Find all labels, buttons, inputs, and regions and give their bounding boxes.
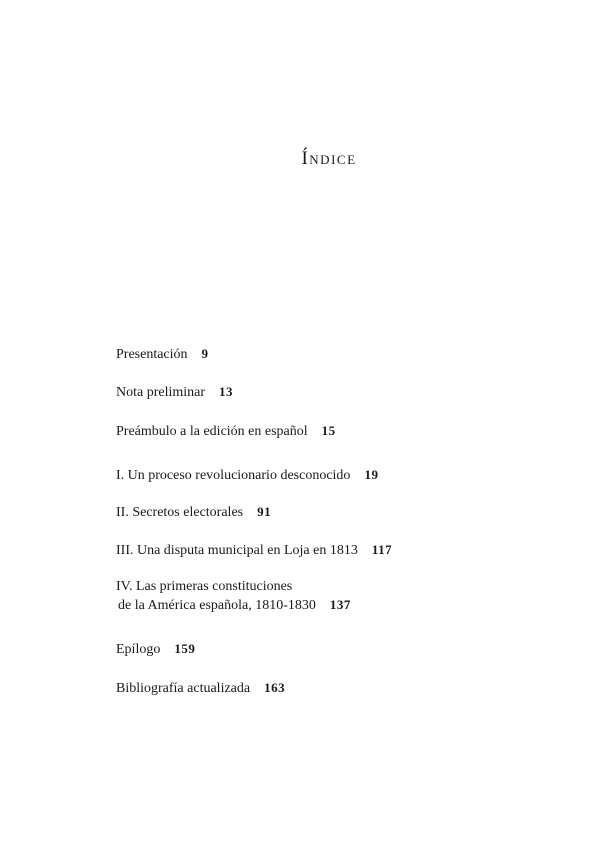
toc-page-number: 117 bbox=[371, 542, 393, 557]
toc-entry-title: Nota preliminar bbox=[116, 385, 206, 400]
toc-entry bbox=[116, 541, 392, 560]
toc-entry bbox=[116, 422, 336, 441]
toc-entry-title: III. Una disputa municipal en Loja en 1813 bbox=[116, 543, 358, 558]
toc-entry-title: I. Un proceso revolucionario desconocido bbox=[116, 468, 351, 483]
toc-entry bbox=[116, 383, 233, 402]
toc-entry-title: Presentación bbox=[116, 347, 188, 362]
toc-entry bbox=[116, 578, 351, 615]
toc-entry bbox=[116, 679, 285, 698]
toc-entry bbox=[116, 503, 271, 522]
toc-page-number: 9 bbox=[201, 346, 209, 361]
toc-page-number: 137 bbox=[329, 597, 351, 612]
toc-page-number: 15 bbox=[321, 423, 336, 438]
toc-entry-title: Preámbulo a la edición en español bbox=[116, 424, 308, 439]
toc-page-number: 163 bbox=[264, 680, 286, 695]
toc-entry-title-line1: IV. Las primeras constituciones bbox=[116, 579, 293, 594]
page-title: Índice bbox=[301, 148, 357, 169]
toc-entry bbox=[116, 345, 209, 364]
toc-entry-title: II. Secretos electorales bbox=[116, 505, 244, 520]
toc-page-number: 91 bbox=[257, 504, 272, 519]
toc-entry bbox=[116, 640, 195, 659]
toc-entry-title-line2: de la América española, 1810-1830 bbox=[118, 598, 316, 613]
toc-entry-title: Epílogo bbox=[116, 642, 161, 657]
toc-page-number: 159 bbox=[174, 641, 196, 656]
toc-page-number: 13 bbox=[219, 384, 234, 399]
toc-entry-title: Bibliografía actualizada bbox=[116, 681, 251, 696]
toc-entry-title-line2-wrapper bbox=[116, 596, 351, 615]
toc-entry bbox=[116, 466, 378, 485]
toc-page-number: 19 bbox=[364, 467, 379, 482]
